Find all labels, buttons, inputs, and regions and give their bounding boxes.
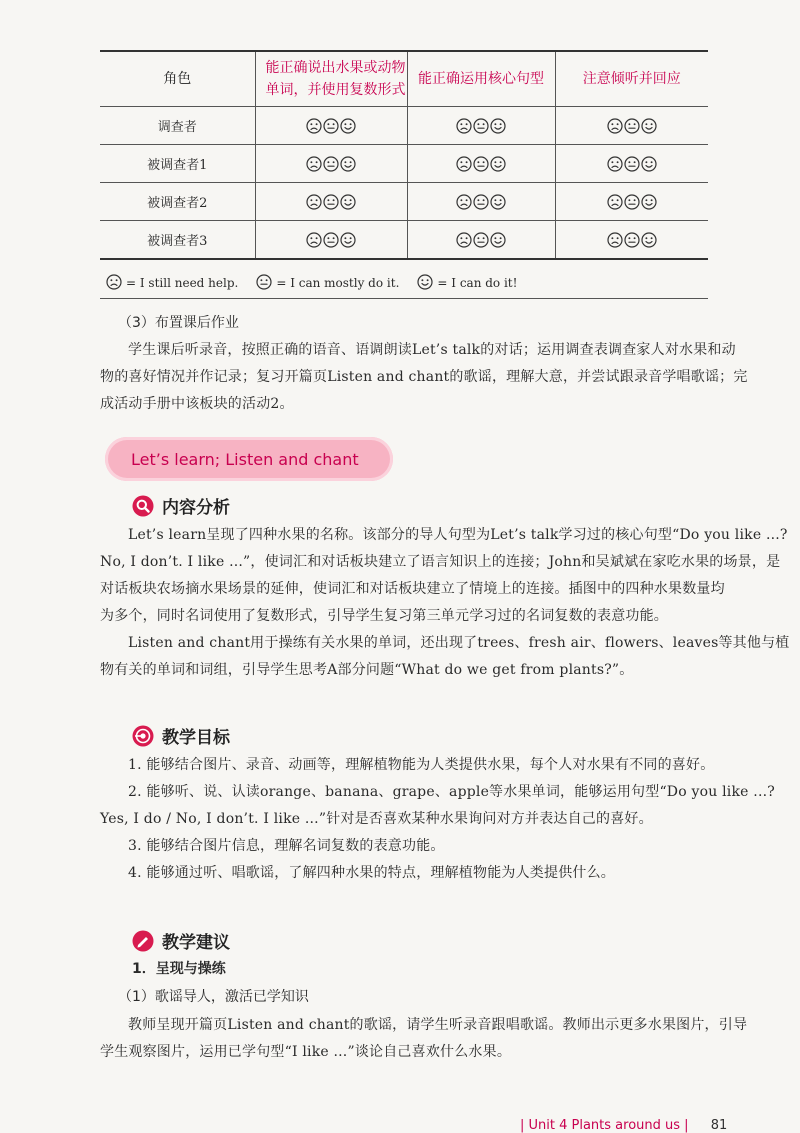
legend-item-neutral: [256, 274, 399, 293]
sad-face-icon: [306, 194, 322, 210]
goal-item-2-line-1: 2. 能够听、说、认读orange、banana、grape、apple等水果单词，能够运用句型“Do you like ...?: [128, 784, 775, 800]
legend-neutral-text: = I can mostly do it.: [276, 276, 400, 290]
page-number: 81: [710, 1118, 728, 1133]
happy-face-icon: [490, 118, 506, 134]
section-banner: [105, 437, 393, 481]
row-role: 被调查者1: [100, 145, 255, 183]
happy-face-icon: [641, 118, 657, 134]
pencil-icon: [132, 930, 154, 952]
table-row: [100, 183, 708, 221]
table-row: [100, 145, 708, 183]
happy-face-icon: [340, 118, 356, 134]
neutral-face-icon: [624, 156, 640, 172]
sad-face-icon: [456, 118, 472, 134]
suggestions-heading: [132, 928, 230, 953]
goal-item-4: 4. 能够通过听、唱歌谣，了解四种水果的特点，理解植物能为人类提供什么。: [128, 865, 616, 881]
neutral-face-icon: [624, 232, 640, 248]
goals-list: [100, 752, 775, 887]
analysis-p2-line-1: Listen and chant用于操练有关水果的单词，还出现了trees、fresh air、flowers、leaves等其他与植: [128, 635, 790, 651]
happy-face-icon: [641, 156, 657, 172]
header-criterion-3: 注意倾听并回应: [555, 51, 708, 107]
sad-face-icon: [607, 194, 623, 210]
rating-faces: [456, 118, 506, 134]
neutral-face-icon: [323, 156, 339, 172]
happy-face-icon: [340, 232, 356, 248]
happy-face-icon: [490, 232, 506, 248]
analysis-p1-line-3: 对话板块农场摘水果场景的延伸，使词汇和对话板块建立了情境上的连接。插图中的四种水果数量均: [100, 581, 725, 597]
suggestions-paragraph: [100, 1012, 748, 1066]
sad-face-icon: [306, 232, 322, 248]
rating-faces: [306, 118, 356, 134]
analysis-body: [100, 522, 790, 684]
sad-face-icon: [306, 156, 322, 172]
analysis-p1-line-2: No, I don’t. I like ...”，使词汇和对话板块建立了语言知识上的连接；John和吴斌斌在家吃水果的场景，是: [100, 554, 781, 570]
sad-face-icon: [106, 274, 122, 293]
header-role: 角色: [100, 51, 255, 107]
goals-title: 教学目标: [162, 728, 230, 748]
sad-face-icon: [456, 156, 472, 172]
analysis-title: 内容分析: [162, 498, 230, 518]
table-row: [100, 221, 708, 260]
neutral-face-icon: [473, 118, 489, 134]
analysis-p1-line-1: Let’s learn呈现了四种水果的名称。该部分的导人句型为Let’s talk学习过的核心句型“Do you like ...?: [128, 527, 788, 543]
neutral-face-icon: [624, 194, 640, 210]
rating-faces: [607, 156, 657, 172]
rating-faces: [607, 118, 657, 134]
neutral-face-icon: [323, 194, 339, 210]
footer-unit: | Unit 4 Plants around us |: [520, 1118, 689, 1133]
sad-face-icon: [456, 232, 472, 248]
suggestions-subtitle-1: 1．呈现与操练: [132, 961, 226, 977]
row-role: 调查者: [100, 107, 255, 145]
happy-face-icon: [340, 156, 356, 172]
table-row: [100, 107, 708, 145]
neutral-face-icon: [473, 194, 489, 210]
homework-line-2: 物的喜好情况并作记录；复习开篇页Listen and chant的歌谣，理解大意，并尝试跟录音学唱歌谣；完: [100, 369, 748, 385]
goal-item-2-line-2: Yes, I do / No, I don’t. I like ...”针对是否喜欢某种水果询问对方并表达自己的喜好。: [100, 811, 653, 827]
sad-face-icon: [456, 194, 472, 210]
legend-item-sad: [106, 274, 238, 293]
analysis-p1-line-4: 为多个，同时名词使用了复数形式，引导学生复习第三单元学习过的名词复数的表意功能。: [100, 608, 668, 624]
suggestions-line-1: 教师呈现开篇页Listen and chant的歌谣，请学生听录音跟唱歌谣。教师出示更多水果图片，引导: [128, 1017, 748, 1033]
rating-faces: [456, 194, 506, 210]
sad-face-icon: [607, 118, 623, 134]
suggestions-subtitle-2: （1）歌谣导人，激活已学知识: [118, 989, 309, 1005]
rating-faces: [456, 156, 506, 172]
happy-face-icon: [417, 274, 433, 290]
legend-sad-text: = I still need help.: [126, 276, 239, 290]
neutral-face-icon: [473, 156, 489, 172]
header-criterion-1-line2: 单词，并使用复数形式: [265, 82, 406, 98]
rating-faces: [306, 156, 356, 172]
row-role: 被调查者2: [100, 183, 255, 221]
banner-label: Let’s learn; Listen and chant: [131, 449, 359, 469]
suggestions-line-2: 学生观察图片，运用已学句型“I like ...”谈论自己喜欢什么水果。: [100, 1044, 512, 1060]
homework-line-1: 学生课后听录音，按照正确的语音、语调朗读Let’s talk的对话；运用调查表调查家人对水果和动: [128, 342, 736, 358]
header-criterion-1: [255, 51, 407, 107]
homework-title: （3）布置课后作业: [118, 315, 239, 331]
sad-face-icon: [106, 274, 122, 290]
row-role: 被调查者3: [100, 221, 255, 260]
neutral-face-icon: [323, 232, 339, 248]
neutral-face-icon: [473, 232, 489, 248]
page-footer: [520, 1118, 727, 1133]
happy-face-icon: [490, 194, 506, 210]
goals-heading: [132, 723, 230, 748]
sad-face-icon: [607, 232, 623, 248]
rating-faces: [607, 232, 657, 248]
rating-faces: [456, 232, 506, 248]
neutral-face-icon: [256, 274, 272, 290]
neutral-face-icon: [323, 118, 339, 134]
happy-face-icon: [490, 156, 506, 172]
goal-item-1: 1. 能够结合图片、录音、动画等，理解植物能为人类提供水果，每个人对水果有不同的喜好。: [128, 757, 715, 773]
suggestions-title: 教学建议: [162, 933, 230, 953]
magnifier-icon: [132, 495, 154, 517]
evaluation-table: [100, 50, 708, 260]
header-criterion-2: 能正确运用核心句型: [407, 51, 555, 107]
rating-legend: [100, 268, 708, 299]
neutral-face-icon: [624, 118, 640, 134]
happy-face-icon: [641, 232, 657, 248]
happy-face-icon: [417, 274, 433, 293]
sad-face-icon: [607, 156, 623, 172]
happy-face-icon: [340, 194, 356, 210]
header-criterion-1-line1: 能正确说出水果或动物: [265, 60, 406, 76]
homework-line-3: 成活动手册中该板块的活动2。: [100, 396, 294, 412]
analysis-heading: [132, 493, 230, 518]
table-header-row: [100, 51, 708, 107]
rating-faces: [306, 194, 356, 210]
rating-faces: [607, 194, 657, 210]
happy-face-icon: [641, 194, 657, 210]
sad-face-icon: [306, 118, 322, 134]
legend-happy-text: = I can do it!: [437, 276, 518, 290]
homework-paragraph: [100, 337, 748, 418]
legend-item-happy: [417, 274, 517, 293]
analysis-p2-line-2: 物有关的单词和词组，引导学生思考A部分问题“What do we get from plants?”。: [100, 662, 634, 678]
goal-item-3: 3. 能够结合图片信息，理解名词复数的表意功能。: [128, 838, 445, 854]
rating-faces: [306, 232, 356, 248]
target-icon: [132, 725, 154, 747]
neutral-face-icon: [256, 274, 272, 293]
